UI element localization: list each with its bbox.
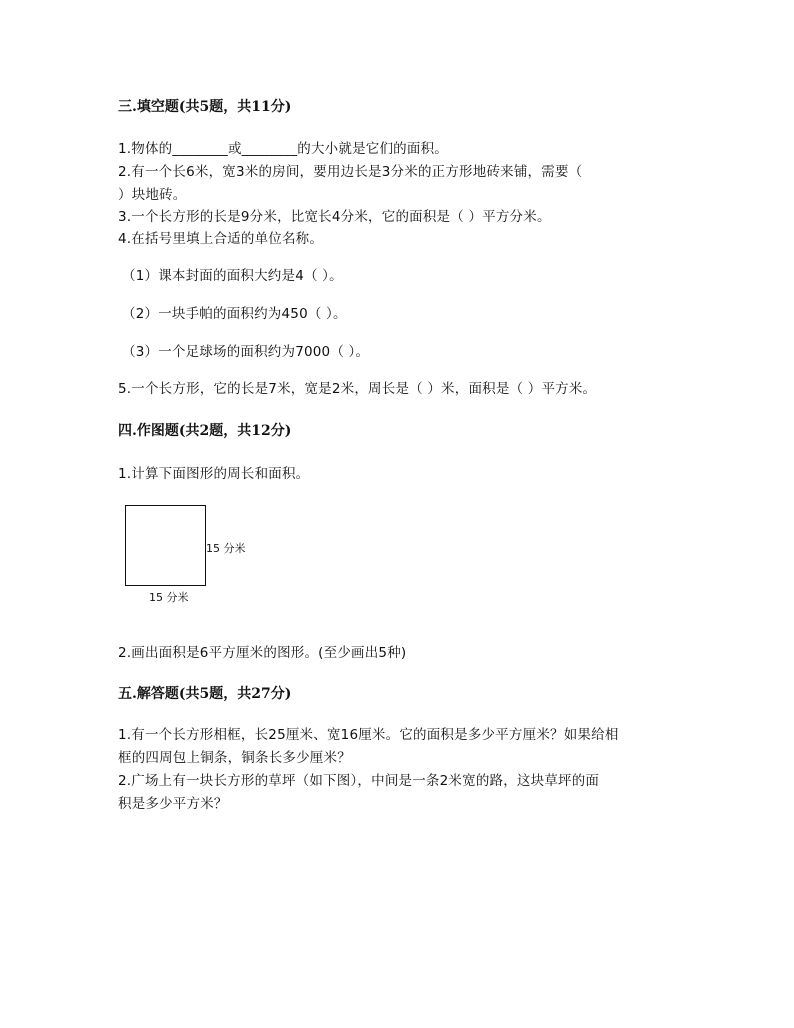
question-3-4-sub1: （1）课本封面的面积大约是4（ ）。 xyxy=(122,268,343,284)
question-3-2-line1: 2.有一个长6米，宽3米的房间，要用边长是3分米的正方形地砖来铺，需要（ xyxy=(118,164,583,180)
section-4-heading: 四.作图题(共2题，共12分) xyxy=(118,423,292,439)
question-4-1: 1.计算下面图形的周长和面积。 xyxy=(118,466,310,482)
question-3-5: 5.一个长方形，它的长是7米，宽是2米，周长是（ ）米，面积是（ ）平方米。 xyxy=(118,381,597,397)
question-3-4: 4.在括号里填上合适的单位名称。 xyxy=(118,231,324,247)
question-5-1-line1: 1.有一个长方形相框，长25厘米、宽16厘米。它的面积是多少平方厘米？如果给相 xyxy=(118,727,619,743)
question-5-1-line2: 框的四周包上铜条，铜条长多少厘米？ xyxy=(118,750,351,766)
section-3-heading: 三.填空题(共5题，共11分) xyxy=(118,99,292,115)
square-figure xyxy=(125,505,206,586)
question-5-2-line1: 2.广场上有一块长方形的草坪（如下图），中间是一条2米宽的路，这块草坪的面 xyxy=(118,773,600,789)
question-3-4-sub3: （3）一个足球场的面积约为7000（ ）。 xyxy=(122,344,370,360)
question-3-1: 1.物体的________或________的大小就是它们的面积。 xyxy=(118,141,448,157)
question-3-4-sub2: （2）一块手帕的面积约为450（ ）。 xyxy=(122,306,347,322)
question-3-2-line2: ）块地砖。 xyxy=(118,187,187,203)
section-5-heading: 五.解答题(共5题，共27分) xyxy=(118,686,292,702)
question-3-3: 3.一个长方形的长是9分米，比宽长4分米，它的面积是（ ）平方分米。 xyxy=(118,209,551,225)
question-4-2: 2.画出面积是6平方厘米的图形。(至少画出5种) xyxy=(118,645,407,661)
figure-bottom-label: 15 分米 xyxy=(149,591,189,604)
question-5-2-line2: 积是多少平方米？ xyxy=(118,796,228,812)
figure-side-label: 15 分米 xyxy=(206,542,246,555)
